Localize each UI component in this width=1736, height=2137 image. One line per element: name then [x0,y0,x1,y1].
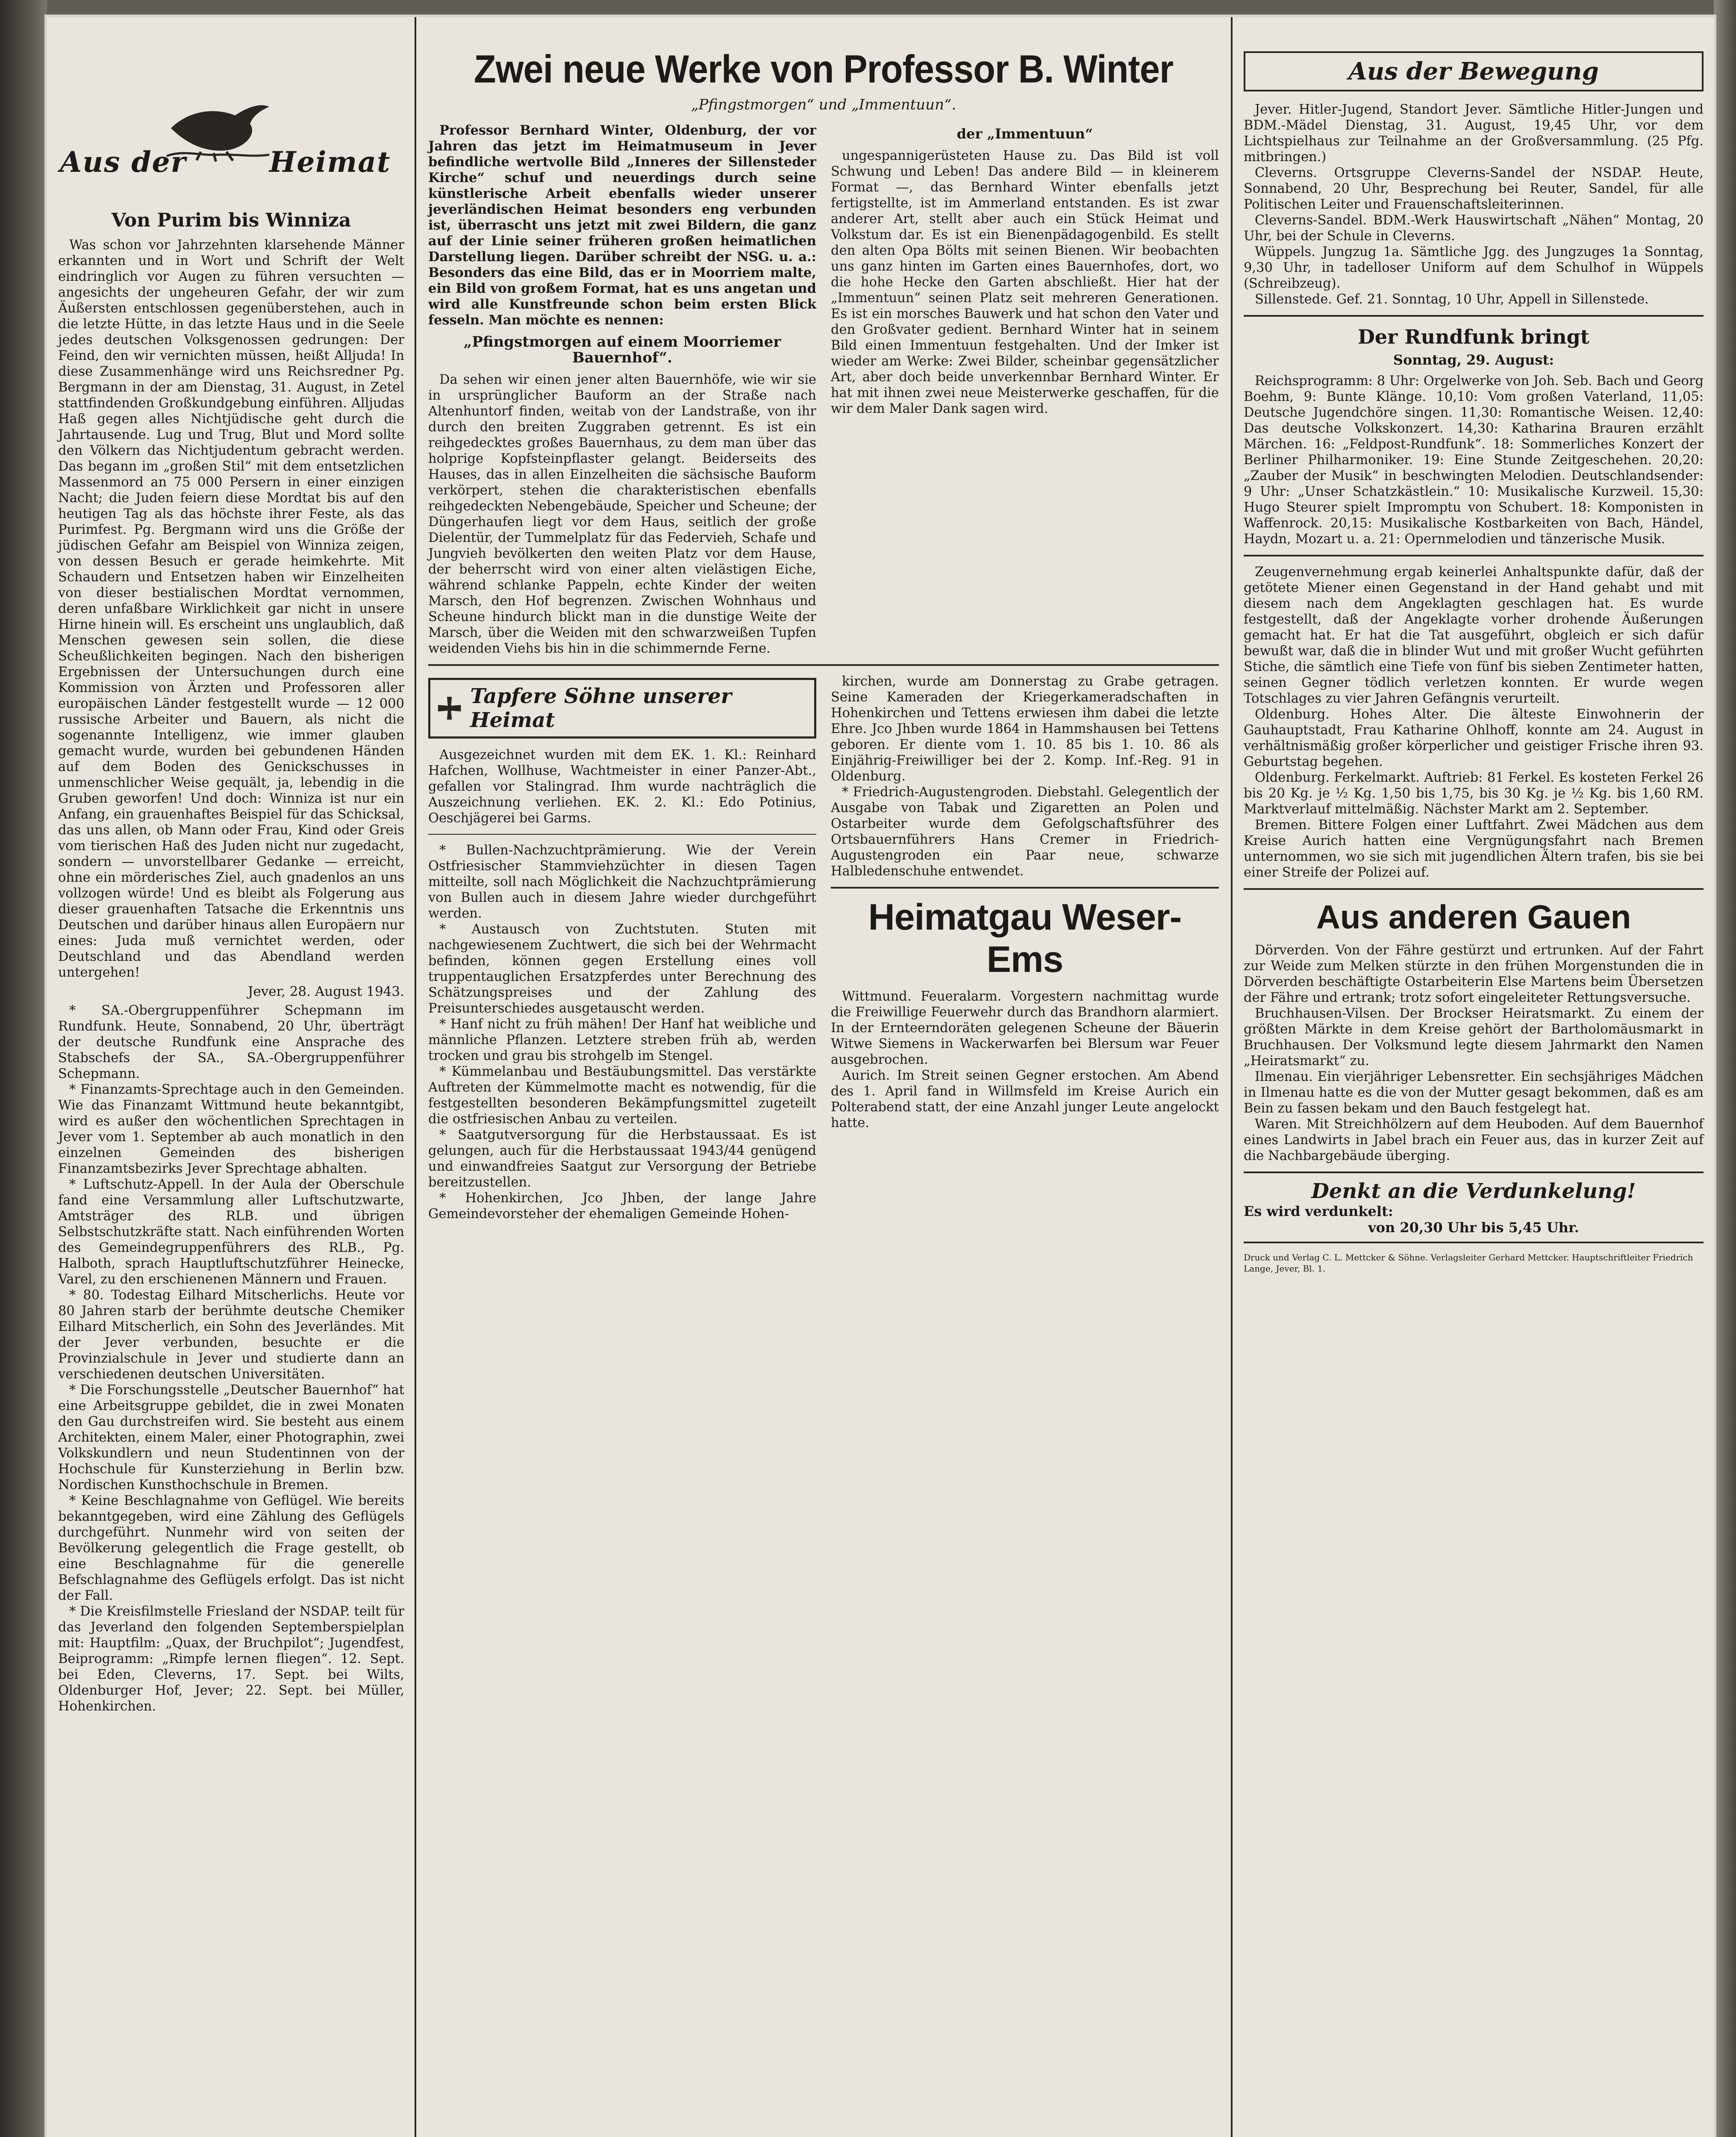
heimatgau-list [831,989,1219,1131]
lower-middle-section [428,674,1219,1222]
lower-middle-left [428,674,816,1222]
section-divider [1244,555,1704,556]
gauen-item: Bruchhausen-Vilsen. Der Brockser Heiratsmarkt. Zu einem der größten Märkte in dem Kreise gehört der Bartholomäusmarkt in Bruchhausen. Der Volksmund legte diesem Jahrmarkt den Namen „Heiratsmarkt“ zu. [1244,1006,1704,1068]
page-edge-shadow [1714,0,1736,2137]
main-headline: Zwei neue Werke von Professor B. Winter [474,47,1174,91]
winter-body-left: Da sehen wir einen jener alten Bauernhöfe, wie wir sie in ursprünglicher Bauform an der Straße nach Altenhuntorf finden, weitab von der Landstraße, von ihr durch den breiten Zuggraben getrennt. Es ist ein reihgedecktes großes Bauernhaus, zu dem man über das holprige Kopfsteinpflaster gelangt. Beiderseits des Hauses, das in allen Einzelheiten die sächsische Bauform verkörpert, stehen die charakteristischen ebenfalls reihgedeckten Nebengebäude, Speicher und Scheune; der Düngerhaufen liegt vor dem Haus, seitlich der große Dielentür, der Tummelplatz für das Federvieh, Schafe und Jungvieh bevölkerten den weiten Platz vor dem Hause, der beherrscht wird von einer alten vielästigen Eiche, während schlanke Pappeln, echte Kinder der weiten Marsch, den Hof begrenzen. Zwischen Wohnhaus und Scheune hindurch blickt man in die dunstige Weite der Marsch, über die Weiden mit den schwarzweißen Tupfen weidenden Viehs bis hin in die schimmernde Ferne. [428,372,816,656]
heimatgau-headline: Heimatgau Weser-Ems [868,897,1182,980]
local-news-list [58,1003,404,1714]
local-news-item: * Keine Beschlagnahme von Geflügel. Wie bereits bekanntgegeben, wird eine Zählung des Geflügels durchgeführt. Nunmehr wird von seiten der Bevölkerung gelegentlich die Frage gestellt, ob eine Beschlagnahme für die generelle Befschlagnahme des Geflügels erfolgt. Das ist nicht der Fall. [58,1493,404,1603]
item-divider [428,834,816,835]
local-news-item: * Finanzamts-Sprechtage auch in den Gemeinden. Wie das Finanzamt Wittmund heute bekanntgibt, wird es außer den wöchentlichen Sprechtagen in Jever vom 1. September ab auch monatlich in den einzelnen Gemeinden des bisherigen Finanzamtsbezirks Jever Sprechtage abhalten. [58,1082,404,1176]
agri-news-item: * Austausch von Zuchtstuten. Stuten mit nachgewiesenem Zuchtwert, die sich bei der Wehrmacht befinden, können gegen Erstellung eines voll truppentauglichen Ersatzpferdes unter Berechnung des Schätzungspreises und der Zahlung des Preisunterschiedes ausgetauscht werden. [428,922,816,1016]
page-binding-shadow [0,0,47,2137]
award-text: Ausgezeichnet wurden mit dem EK. 1. Kl.: Reinhard Hafchen, Wollhuse, Wachtmeister in einer Panzer-Abt., gefallen vor Stalingrad. Ihm wurde nachträglich die Auszeichnung verliehen. EK. 2. Kl.: Edo Potinius, Oeschjägerei bei Garms. [428,748,816,826]
agri-news-list [428,842,816,1222]
column-middle [415,17,1231,2137]
local-news-item: * Die Kreisfilmstelle Friesland der NSDAP. teilt für das Jeverland den folgenden Septemberspielplan mit: Hauptfilm: „Quax, der Bruchpilot“; Jugendfest, Beiprogramm: „Rimpfe lernen fliegen“. 12. Sept. bei Eden, Cleverns, 17. Sept. bei Wilts, Oldenburger Hof, Jever; 22. Sept. bei Müller, Hohenkirchen. [58,1604,404,1714]
award-list [428,747,816,826]
verdunkelung-notice [1244,1172,1704,1243]
heimatgau-item: Aurich. Im Streit seinen Gegner erstochen. Am Abend des 1. April fand in Willmsfeld im Kreise Aurich ein Polterabend statt, der eine Anzahl junger Leute angelockt hatte. [831,1068,1219,1130]
heimatgau-item: Wittmund. Feueralarm. Vorgestern nachmittag wurde die Freiwillige Feuerwehr durch das Brandhorn alarmiert. In der Ernteerndoräten gelegenen Scheune der Bäuerin Witwe Siemens in Wackerwarfen bei Blersum war Feuer ausgebrochen. [831,989,1219,1067]
gauen-headline: Aus anderen Gauen [1316,898,1631,936]
bewegung-item: Sillenstede. Gef. 21. Sonntag, 10 Uhr, Appell in Sillenstede. [1255,292,1649,307]
court-report [1244,564,1704,880]
dateline: Jever, 28. August 1943. [247,984,404,999]
bewegung-headline: Aus der Bewegung [1244,51,1704,91]
agri-news-item: * Hohenkirchen, Jco Jhben, der lange Jahre Gemeindevorsteher der ehemaligen Gemeinde Hohen- [428,1191,816,1222]
section-divider [428,664,1219,666]
section-divider [1244,315,1704,317]
masthead-right-word: Heimat [269,145,391,179]
verdunkelung-label: Es wird verdunkelt: [1244,1203,1393,1219]
bewegung-item: Cleverns-Sandel. BDM.-Werk Hauswirtschaft „Nähen“ Montag, 20 Uhr, bei der Schule in Cleverns. [1244,213,1704,244]
gauen-list [1244,942,1704,1164]
agri-news-item: * Hanf nicht zu früh mähen! Der Hanf hat weibliche und männliche Pflanzen. Letztere streben früh ab, werden trocken und grau bis strohgelb im Stengel. [428,1017,816,1063]
agri-news-item: * Bullen-Nachzuchtprämierung. Wie der Verein Ostfriesischer Stammviehzüchter in diesen Tagen mitteilte, soll nach Möglichkeit die Nachzuchtprämierung von Bullen auch in diesem Jahre wieder durchgeführt werden. [428,843,816,921]
column-left [47,17,415,2137]
gauen-item: Ilmenau. Ein vierjähriger Lebensretter. Ein sechsjähriges Mädchen in Ilmenau hatte es die von der Mutter gesagt bekommen, daß es am Bein zu fassen bekam und den Bauch festgelegt hat. [1244,1069,1704,1116]
iron-cross-icon [436,695,462,722]
winter-subhead-immentuun: der „Immentuun“ [956,126,1093,142]
local-news-item: * SA.-Obergruppenführer Schepmann im Rundfunk. Heute, Sonnabend, 20 Uhr, überträgt der deutsche Rundfunk eine Ansprache des Stabschefs der SA., SA.-Obergruppenführer Schepmann. [58,1003,404,1081]
article-headline-purim: Von Purim bis Winniza [111,209,351,231]
bewegung-list [1244,102,1704,307]
court-text: Zeugenvernehmung ergab keinerlei Anhaltspunkte dafür, daß der getötete Miener einen Gegenstand in der Hand gehabt und mit diesem nach dem Angeklagten geschlagen hat. Es wurde festgestellt, daß der Angeklagte vorher drohende Äußerungen gemacht hat. Er hat die Tat ausgeführt, obgleich er sich dafür bewußt war, daß die in blinder Wut und mit großer Wucht geführten Stiche, die sämtlich eine Tiefe von fünf bis sieben Zentimeter hatten, seinen Gegner tödlich verletzen konnten. Er wurde wegen Totschlages zu vier Jahren Gefängnis verurteilt. [1244,565,1704,706]
box-head-title: Tapfere Söhne unserer Heimat [470,684,732,732]
section-divider [1244,888,1704,890]
section-divider [831,887,1219,889]
diebstahl-item: * Friedrich-Augustengroden. Diebstahl. Gelegentlich der Ausgabe von Tabak und Zigaretten an Polen und Ostarbeiter wurde dem Gefolgschaftsführer des Ortsbauernführers Hans Cremer in Friedrich-Augustengroden ein Paar neue, schwarze Halbledenschuhe entwendet. [831,785,1219,879]
agri-news-item: * Saatgutversorgung für die Herbstaussaat. Es ist gelungen, auch für die Herbstaussaat 1943/44 genügend und einwandfreies Saatgut zur Versorgung der Betriebe bereitzustellen. [428,1127,816,1190]
regional-item: Oldenburg. Ferkelmarkt. Auftrieb: 81 Ferkel. Es kosteten Ferkel 26 bis 20 Kg. je ½ Kg. 1,50 bis 1,75, bis 30 Kg. je ½ Kg. bis 1,60 RM. Marktverlauf mittelmäßig. Nächster Markt am 2. September. [1244,770,1704,817]
box-head-tapfere-soehne [428,678,816,739]
article-purim-text: Was schon vor Jahrzehnten klarsehende Männer erkannten und in Wort und Schrift der Welt eindringlich vor Augen zu führen versuchten — angesichts der ungeheuren Gefahr, der wir zum Äußersten entschlossen gegenüberstehen, auch in die letzte Hütte, in das letzte Haus und in die Seele jedes deutschen Volksgenossen gedrungen: Der Feind, den wir vernichten müssen, heißt Alljuda! In diese Zusammenhänge wird uns Reichsredner Pg. Bergmann in der am Dienstag, 31. August, in Zetel stattfindenden Großkundgebung einführen. Alljudas Haß gegen alles Nichtjüdische geht durch die Jahrtausende. Lug und Trug, Blut und Mord sollte den Völkern das Nichtjudentum gebracht werden. Das begann im „großen Stil“ mit dem entsetzlichen Massenmord an 75 000 Persern in einer einzigen Nacht; die Juden feiern diese Mordtat bis auf den heutigen Tag als das höchste ihrer Feste, als das Purimfest. Pg. Bergmann wird uns die Größe der jüdischen Gefahr am Beispiel von Winniza zeigen, von dessen Besuch er gerade heimkehrte. Mit Schaudern und Entsetzen haben wir Einzelheiten von dieser bestialischen Mordtat vernommen, deren unfaßbare Wirklichkeit gar nicht in unsere Hirne hinein will. Es erscheint uns unglaublich, daß Menschen gewesen sein sollen, die diese Scheußlichkeiten begingen. Nach den bisherigen Ergebnissen der Untersuchungen durch eine Kommission von Ärzten und Professoren aller europäischen Länder festgestellt wurde — 12 000 russische Arbeiter und Bauern, als nicht die sogenannte Intelligenz, wie immer glauben gemacht wurde, wurden bei gebundenen Händen auf dem Boden des Genickschusses in unmenschlicher Weise gequält, ja, lebendig in die Gruben geworfen! Und doch: Winniza ist nur ein Anfang, ein grauenhaftes Beispiel für das Schicksal, das uns allen, ob Mann oder Frau, Kind oder Greis vom tierischen Haß des Juden nicht nur zugedacht, sondern — unvorstellbarer Gedanke — erreicht, ohne ein mörderisches Ziel, auch gnadenlos an uns vollzogen würde! Und es bleibt als Folgerung aus dieser grauenhaften Tatsache die Erkenntnis uns Deutschen und darüber hinaus allen Europäern nur eines: Juda muß vernichtet werden, oder Deutschland und das Abendland werden untergehen! [58,238,404,980]
bewegung-item: Wüppels. Jungzug 1a. Sämtliche Jgg. des Jungzuges 1a Sonntag, 9,30 Uhr, in tadelloser Uniform auf dem Schulhof in Wüppels (Schreibzeug). [1244,244,1704,291]
obituary-text: kirchen, wurde am Donnerstag zu Grabe getragen. Seine Kameraden der Kriegerkameradschaften in Hohenkirchen und Tettens erwiesen ihm dabei die letzte Ehre. Jco Jhben wurde 1864 in Hammshausen bei Tettens geboren. Er diente vom 1. 10. 85 bis 1. 10. 86 als Einjährig-Freiwilliger bei der 2. Komp. Inf.-Reg. 91 in Oldenburg. [831,674,1219,784]
rundfunk-text: Reichsprogramm: 8 Uhr: Orgelwerke von Joh. Seb. Bach und Georg Boehm, 9: Bunte Klänge. 10,10: Vom großen Vaterland, 11,05: Deutsche Jugendchöre singen. 11,30: Romantische Weisen. 12,40: Das deutsche Volkskonzert. 14,30: Katharina Brauren erzählt Märchen. 16: „Feldpost-Rundfunk“. 18: Sommerliches Konzert der Berliner Philharmoniker. 19: Eine Stunde Zeitgeschehen. 20,20: „Zauber der Musik“ in beschwingten Melodien. Deutschlandsender: 9 Uhr: „Unser Schatzkästlein.“ 10: Musikalische Kurzweil. 15,30: Hugo Steurer spielt Impromptu von Schubert. 18: Komponisten in Waffenrock. 20,15: Musikalische Kostbarkeiten von Bach, Händel, Haydn, Mozart u. a. 21: Opernmelodien und tänzerische Musik. [1244,374,1704,547]
column-right [1231,17,1714,2137]
verdunkelung-headline: Denkt an die Verdunkelung! [1311,1179,1636,1203]
local-news-item: * Die Forschungsstelle „Deutscher Bauernhof“ hat eine Arbeitsgruppe gebildet, die in zwei Monaten den Gau durchstreifen wird. Sie besteht aus einem Architekten, einem Maler, einer Photographin, zwei Volkskundlern und neun Studentinnen von der Hochschule für Kunsterziehung in Berlin bzw. Nordischen Kunsthochschule in Bremen. [58,1383,404,1492]
winter-intro: Professor Bernhard Winter, Oldenburg, der vor Jahren das jetzt im Heimatmuseum in Jever befindliche wertvolle Bild „Inneres der Sillensteder Kirche“ schuf und neuerdings durch seine künstlerische Arbeit ebenfalls wieder unserer jeverländischen Heimat besonders eng verbunden ist, überrascht uns jetzt mit zwei Bildern, die ganz auf der Linie seiner früheren großen heimatlichen Darstellung liegen. Darüber schreibt der NSG. u. a.: Besonders das eine Bild, das er in Moorriem malte, ein Bild von großem Format, hat es uns angetan und wird alle Kunstfreunde schon beim ersten Blick fesseln. Man möchte es nennen: [428,123,816,328]
masthead-left-word: Aus der [60,145,187,179]
bewegung-item: Cleverns. Ortsgruppe Cleverns-Sandel der NSDAP. Heute, Sonnabend, 20 Uhr, Besprechung bei Reuter, Sandel, für alle Politischen Leiter und Frauenschaftsleiterinnen. [1244,165,1704,212]
rundfunk-date: Sonntag, 29. August: [1393,352,1554,368]
winter-article-left [428,123,816,656]
obituary-text-block [831,674,1219,879]
winter-article-right [831,123,1219,656]
imprint: Druck und Verlag C. L. Mettcker & Söhne. Verlagsleiter Gerhard Mettcker. Hauptschriftleiter Friedrich Lange, Jever, Bl. 1. [1244,1252,1693,1274]
article-purim-body [58,237,404,980]
gauen-item: Dörverden. Von der Fähre gestürzt und ertrunken. Auf der Fahrt zur Weide zum Melken stürzte in den frühen Morgenstunden die in Dörverden beschäftigte Ostarbeiterin Else Martens beim Übersetzen der Fähre und ertrank; trotz sofort eingeleiteter Rettungsversuche. [1244,943,1704,1005]
regional-item: Bremen. Bittere Folgen einer Luftfahrt. Zwei Mädchen aus dem Kreise Aurich hatten eine Vergnügungsfahrt nach Bremen unternommen, wo sie sich mit jugendlichen Ältern trafen, bis sie bei einer Streife der Polizei auf. [1244,818,1704,880]
lower-middle-right [831,674,1219,1222]
rundfunk-headline: Der Rundfunk bringt [1358,325,1589,348]
main-subheadline: „Pfingstmorgen“ und „Immentuun“. [691,96,956,113]
agri-news-item: * Kümmelanbau und Bestäubungsmittel. Das verstärkte Auftreten der Kümmelmotte macht es notwendig, für die festgestellten besonderen Bekämpfungsmittel zugeteilt die ostfriesischen Anbau zu verteilen. [428,1064,816,1127]
local-news-item: * Luftschutz-Appell. In der Aula der Oberschule fand eine Versammlung aller Luftschutzwarte, Amtsträger des RLB. und übrigen Selbstschutzkräfte statt. Nach einführenden Worten des Gemeindegruppenführers des RLB., Pg. Halboth, sprach Hauptluftschutzführer Heinecke, Varel, zu den erschienenen Männern und Frauen. [58,1177,404,1287]
winter-article [428,123,1219,656]
bewegung-item: Jever. Hitler-Jugend, Standort Jever. Sämtliche Hitler-Jungen und BDM.-Mädel Dienstag, 31. August, 19,45 Uhr, vor dem Lichtspielhaus zur Teilnahme an der Großversammlung. (25 Pfg. mitbringen.) [1244,102,1704,165]
local-news-item: * 80. Todestag Eilhard Mitscherlichs. Heute vor 80 Jahren starb der berühmte deutsche Chemiker Eilhard Mitscherlich, ein Sohn des Jeverländes. Mit der Jever verbunden, besuchte er die Provinzialschule in Jever und studierte dann an verschiedenen deutschen Universitäten. [58,1288,404,1382]
winter-body-right: ungespannigerüsteten Hause zu. Das Bild ist voll Schwung und Leben! Das andere Bild — in kleinerem Format —, das Bernhard Winter ebenfalls jetzt fertigstellte, ist im Ammerland entstanden. Es ist zwar anderer Art, stellt aber auch ein Stück Heimat und Volkstum dar. Es ist ein Bienenpädagogenbild. Es stellt den alten Opa Bölts mit seinen Bienen. Wir beobachten uns ganz hinten im Garten eines Bauernhofes, dort, wo die hohe Hecke den Garten abschließt. Hier hat der „Immentuun“ seinen Platz seit mehreren Generationen. Es ist ein morsches Bauwerk und hat schon den Vater und den Großvater gedient. Bernhard Winter hat in seinem Bild einen Immentuun festgehalten. Und der Imker ist wieder am Werke: Zwei Bilder, scheinbar gegensätzlicher Art, aber doch beide unverkennbar Bernhard Winter. Er hat mit ihnen zwei neue Meisterwerke geschaffen, für die wir dem Maler Dank sagen wird. [831,148,1219,416]
verdunkelung-times: von 20,30 Uhr bis 5,45 Uhr. [1368,1219,1579,1236]
regional-item: Oldenburg. Hohes Alter. Die älteste Einwohnerin der Gauhauptstadt, Frau Katharine Ohlhoff, konnte am 24. August in verhältnismäßig großer körperlicher und geistiger Frische ihren 93. Geburtstag begehen. [1244,707,1704,769]
newspaper-page [47,17,1714,2137]
gauen-item: Waren. Mit Streichhölzern auf dem Heuboden. Auf dem Bauernhof eines Landwirts in Jabel brach ein Feuer aus, das in kurzer Zeit auf die Nachbargebäude überging. [1244,1117,1704,1163]
winter-subhead-pfingstmorgen: „Pfingstmorgen auf einem Moorriemer Bauernhof“. [463,333,781,366]
rundfunk-program [1244,373,1704,547]
